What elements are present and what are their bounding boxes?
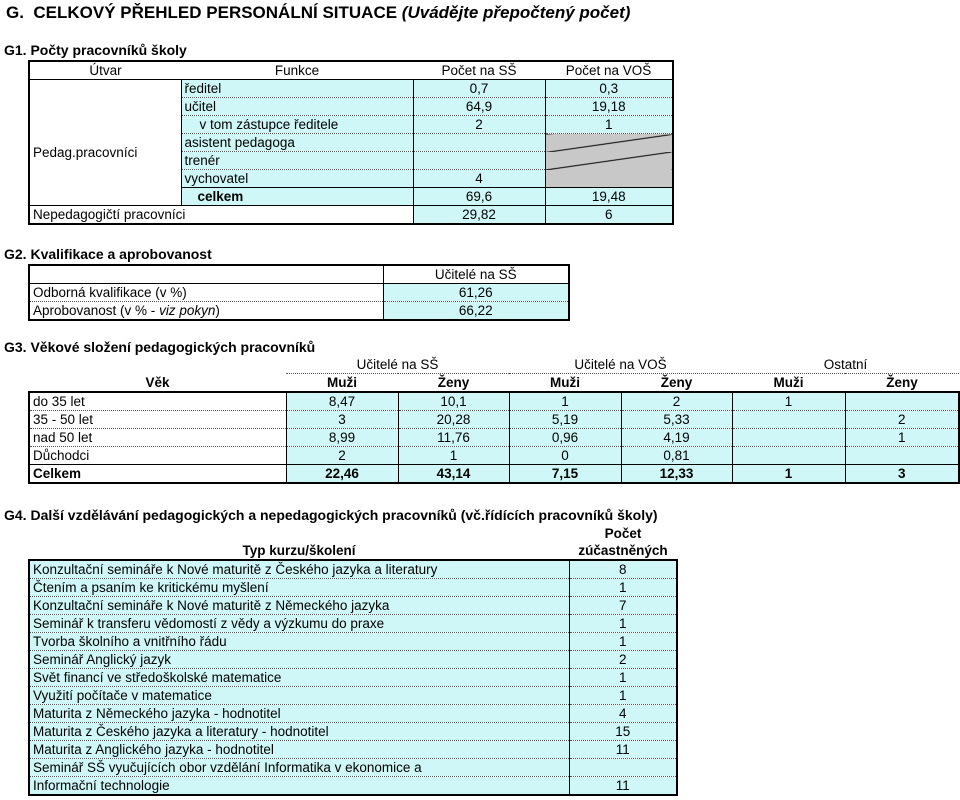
g3-cell[interactable]: 5,19 bbox=[509, 411, 621, 429]
g4-course-name[interactable]: Seminář SŠ vyučujících obor vzdělání Informatika v ekonomice a bbox=[29, 759, 569, 777]
g1-header-funkce: Funkce bbox=[274, 63, 320, 78]
g4-course-name[interactable]: Svět financí ve středoškolské matematice bbox=[29, 669, 569, 687]
g3-cell[interactable]: 10,1 bbox=[398, 392, 509, 411]
g1-trener-vos-disabled bbox=[545, 152, 673, 170]
g4-row bbox=[29, 615, 677, 633]
g3-cell[interactable] bbox=[845, 447, 959, 465]
g4-row bbox=[29, 651, 677, 669]
g3-group-ostatni: Ostatní bbox=[732, 356, 959, 374]
g3-group-vos: Učitelé na VOŠ bbox=[509, 356, 732, 374]
g1-funkce-zastupce: v tom zástupce ředitele bbox=[181, 116, 413, 134]
g4-row bbox=[29, 741, 677, 759]
g3-cell[interactable]: 2 bbox=[621, 392, 732, 411]
g4-participant-count[interactable]: 1 bbox=[569, 579, 677, 597]
g4-participant-count[interactable]: 4 bbox=[569, 705, 677, 723]
g4-participant-count[interactable]: 2 bbox=[569, 651, 677, 669]
g4-course-name[interactable]: Seminář Anglický jazyk bbox=[29, 651, 569, 669]
g1-reditel-ss[interactable]: 0,7 bbox=[413, 80, 545, 98]
g4-row bbox=[29, 560, 677, 579]
g4-participant-count[interactable] bbox=[569, 759, 677, 777]
g4-row bbox=[29, 597, 677, 615]
g4-course-name[interactable]: Využití počítače v matematice bbox=[29, 687, 569, 705]
g3-cell[interactable]: 11,76 bbox=[398, 429, 509, 447]
g1-ucitel-vos[interactable]: 19,18 bbox=[545, 98, 673, 116]
g2-heading: G2. Kvalifikace a aprobovanost bbox=[4, 246, 212, 262]
g4-course-name[interactable]: Tvorba školního a vnitřního řádu bbox=[29, 633, 569, 651]
g3-row-label: Důchodci bbox=[29, 447, 286, 465]
g3-age-label: Věk bbox=[145, 374, 170, 390]
g3-row-label: 35 - 50 let bbox=[29, 411, 286, 429]
title-letter: G. bbox=[6, 3, 24, 22]
g4-row bbox=[29, 687, 677, 705]
g2-label-kvalifikace: Odborná kvalifikace (v %) bbox=[29, 284, 383, 302]
g3-cell[interactable] bbox=[732, 411, 845, 429]
g3-cell[interactable]: 8,99 bbox=[286, 429, 398, 447]
g4-participant-count[interactable]: 8 bbox=[569, 560, 677, 579]
g4-row bbox=[29, 723, 677, 741]
g3-total-cell: 43,14 bbox=[398, 465, 509, 484]
g4-participant-count[interactable]: 1 bbox=[569, 633, 677, 651]
g1-reditel-vos[interactable]: 0,3 bbox=[545, 80, 673, 98]
g2-header-ucitele-ss: Učitelé na SŠ bbox=[434, 267, 517, 282]
g3-cell[interactable]: 3 bbox=[286, 411, 398, 429]
g1-group-label: Pedag.pracovníci bbox=[29, 80, 181, 206]
g1-funkce-ucitel: učitel bbox=[181, 98, 413, 116]
g1-nepedag-ss[interactable]: 29,82 bbox=[413, 206, 545, 225]
g3-sub-ss-zeny: Ženy bbox=[437, 375, 470, 390]
g2-table bbox=[28, 264, 570, 321]
title-subtitle: (Uvádějte přepočtený počet) bbox=[401, 3, 631, 22]
g1-header-pocet-ss: Počet na SŠ bbox=[441, 63, 517, 78]
g1-celkem-vos: 19,48 bbox=[545, 188, 673, 206]
g4-row bbox=[29, 777, 677, 796]
g3-cell[interactable]: 0,96 bbox=[509, 429, 621, 447]
g2-kvalifikace-value[interactable]: 61,26 bbox=[383, 284, 569, 302]
g3-cell[interactable]: 1 bbox=[509, 392, 621, 411]
g1-vychovatel-vos-disabled bbox=[545, 170, 673, 188]
g1-celkem-ss: 69,6 bbox=[413, 188, 545, 206]
g1-trener-ss[interactable] bbox=[413, 152, 545, 170]
g1-header-utvar: Útvar bbox=[89, 63, 122, 78]
title-text: CELKOVÝ PŘEHLED PERSONÁLNÍ SITUACE bbox=[33, 3, 398, 22]
g4-participant-count[interactable]: 15 bbox=[569, 723, 677, 741]
g4-participant-count[interactable]: 1 bbox=[569, 669, 677, 687]
g3-cell[interactable] bbox=[732, 429, 845, 447]
g4-row bbox=[29, 633, 677, 651]
g4-header-type: Typ kurzu/školení bbox=[242, 543, 356, 558]
g3-total-cell: 7,15 bbox=[509, 465, 621, 484]
g3-cell[interactable]: 1 bbox=[732, 392, 845, 411]
g3-cell[interactable]: 1 bbox=[845, 429, 959, 447]
g4-course-name[interactable]: Konzultační semináře k Nové maturitě z Německého jazyka bbox=[29, 597, 569, 615]
g1-funkce-reditel: ředitel bbox=[181, 80, 413, 98]
g1-funkce-trener: trenér bbox=[181, 152, 413, 170]
g3-cell[interactable]: 1 bbox=[398, 447, 509, 465]
g1-funkce-celkem: celkem bbox=[181, 188, 413, 206]
g3-row-label: do 35 let bbox=[29, 392, 286, 411]
g1-zastupce-ss[interactable]: 2 bbox=[413, 116, 545, 134]
g4-course-name[interactable]: Konzultační semináře k Nové maturitě z Českého jazyka a literatury bbox=[29, 560, 569, 579]
g4-row bbox=[29, 705, 677, 723]
g4-table bbox=[28, 525, 678, 796]
g2-aprobovanost-value[interactable]: 66,22 bbox=[383, 302, 569, 321]
g3-table bbox=[28, 356, 960, 484]
g4-row bbox=[29, 579, 677, 597]
g1-table bbox=[28, 60, 674, 225]
g2-label-aprobovanost: Aprobovanost (v % - viz pokyn) bbox=[29, 302, 383, 321]
g3-total-cell: 12,33 bbox=[621, 465, 732, 484]
g4-header-count-2: zúčastněných bbox=[578, 543, 668, 558]
g4-course-name[interactable]: Seminář k transferu vědomostí z vědy a výzkumu do praxe bbox=[29, 615, 569, 633]
g4-course-name[interactable]: Maturita z Německého jazyka - hodnotitel bbox=[29, 705, 569, 723]
g4-row bbox=[29, 669, 677, 687]
g4-participant-count[interactable]: 7 bbox=[569, 597, 677, 615]
g3-sub-vos-zeny: Ženy bbox=[660, 375, 693, 390]
g1-header-pocet-vos: Počet na VOŠ bbox=[565, 63, 652, 78]
g3-cell[interactable]: 0 bbox=[509, 447, 621, 465]
g4-course-name[interactable]: Informační technologie bbox=[29, 777, 569, 796]
g3-cell[interactable]: 0,81 bbox=[621, 447, 732, 465]
g4-header-count-1: Počet bbox=[604, 526, 642, 541]
g3-total-cell: 3 bbox=[845, 465, 959, 484]
g3-total-cell: 1 bbox=[732, 465, 845, 484]
g3-cell[interactable]: 8,47 bbox=[286, 392, 398, 411]
g4-participant-count[interactable]: 1 bbox=[569, 615, 677, 633]
g3-sub-ost-muzi: Muži bbox=[773, 375, 804, 390]
g1-heading: G1. Počty pracovníků školy bbox=[4, 42, 187, 58]
g3-cell[interactable]: 2 bbox=[845, 411, 959, 429]
g4-participant-count[interactable]: 11 bbox=[569, 741, 677, 759]
g1-zastupce-vos[interactable]: 1 bbox=[545, 116, 673, 134]
page-title bbox=[6, 3, 630, 23]
g3-cell[interactable]: 20,28 bbox=[398, 411, 509, 429]
g4-row bbox=[29, 759, 677, 777]
g3-cell[interactable]: 4,19 bbox=[621, 429, 732, 447]
g3-cell[interactable]: 2 bbox=[286, 447, 398, 465]
g3-sub-ss-muzi: Muži bbox=[327, 375, 357, 390]
g3-heading: G3. Věkové složení pedagogických pracovníků bbox=[4, 339, 316, 355]
g4-course-name[interactable]: Čtením a psaním ke kritickému myšlení bbox=[29, 579, 569, 597]
g4-participant-count[interactable]: 11 bbox=[569, 777, 677, 796]
g1-asistent-vos-disabled bbox=[545, 134, 673, 152]
g1-nepedag-label: Nepedagogičtí pracovníci bbox=[29, 206, 413, 225]
g4-participant-count[interactable]: 1 bbox=[569, 687, 677, 705]
g3-cell[interactable]: 5,33 bbox=[621, 411, 732, 429]
g3-row-label: nad 50 let bbox=[29, 429, 286, 447]
g3-sub-ost-zeny: Ženy bbox=[886, 375, 918, 390]
g4-heading: G4. Další vzdělávání pedagogických a nepedagogických pracovníků (vč.řídících pracovníků školy) bbox=[4, 507, 658, 523]
g3-total-cell: 22,46 bbox=[286, 465, 398, 484]
g4-course-name[interactable]: Maturita z Českého jazyka a literatury - hodnotitel bbox=[29, 723, 569, 741]
g1-ucitel-ss[interactable]: 64,9 bbox=[413, 98, 545, 116]
g1-funkce-asistent: asistent pedagoga bbox=[181, 134, 413, 152]
g3-cell[interactable] bbox=[845, 392, 959, 411]
g3-group-ss: Učitelé na SŠ bbox=[286, 356, 509, 374]
g3-sub-vos-muzi: Muži bbox=[550, 375, 581, 390]
g1-funkce-vychovatel: vychovatel bbox=[181, 170, 413, 188]
g1-asistent-ss[interactable] bbox=[413, 134, 545, 152]
g4-course-name[interactable]: Maturita z Anglického jazyka - hodnotitel bbox=[29, 741, 569, 759]
g3-cell[interactable] bbox=[732, 447, 845, 465]
g3-total-label: Celkem bbox=[29, 465, 286, 484]
g1-nepedag-vos[interactable]: 6 bbox=[545, 206, 673, 225]
g1-vychovatel-ss[interactable]: 4 bbox=[413, 170, 545, 188]
